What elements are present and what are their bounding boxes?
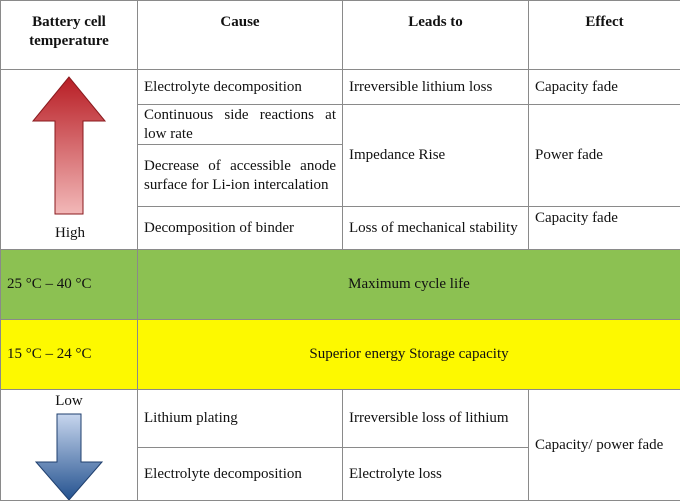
header-temperature: Battery cell temperature [1,1,138,70]
high-row-1 [1,70,680,105]
yellow-range: 15 °C – 24 °C [1,320,138,390]
leads-irreversible-loss-of-lithium: Irreversible loss of lithium [343,390,529,448]
effect-capacity-fade-1: Capacity fade [529,70,680,105]
leads-impedance-rise: Impedance Rise [343,105,529,207]
yellow-band-row [1,320,680,390]
low-row-1 [1,390,680,448]
cause-electrolyte-decomposition-high: Electrolyte decomposition [138,70,343,105]
low-label: Low [55,393,83,409]
cause-anode-surface: Decrease of accessible anode surface for Li-ion intercalation [138,145,343,207]
low-arrow-cell [1,390,138,501]
down-arrow-icon [1,390,138,500]
up-arrow-icon [1,71,138,249]
leads-electrolyte-loss: Electrolyte loss [343,448,529,501]
header-leads-to: Leads to [343,1,529,70]
high-arrow-cell [1,70,138,250]
yellow-band-text: Superior energy Storage capacity [138,320,680,390]
up-arrow-shape [33,77,105,214]
effect-capacity-power-fade: Capacity/ power fade [529,390,680,501]
leads-irreversible-lithium-loss: Irreversible lithium loss [343,70,529,105]
header-cause: Cause [138,1,343,70]
down-arrow-shape [36,414,102,500]
green-range: 25 °C – 40 °C [1,250,138,320]
effect-power-fade: Power fade [529,105,680,207]
effect-capacity-fade-2: Capacity fade [529,207,680,250]
green-band-text: Maximum cycle life [138,250,680,320]
cause-binder-decomposition: Decomposition of binder [138,207,343,250]
header-effect: Effect [529,1,680,70]
header-row [1,1,680,70]
high-label: High [55,225,86,241]
green-band-row [1,250,680,320]
cause-side-reactions: Continuous side reactions at low rate [138,105,343,145]
leads-mechanical-stability: Loss of mechanical stability [343,207,529,250]
cause-lithium-plating: Lithium plating [138,390,343,448]
cause-electrolyte-decomposition-low: Electrolyte decomposition [138,448,343,501]
